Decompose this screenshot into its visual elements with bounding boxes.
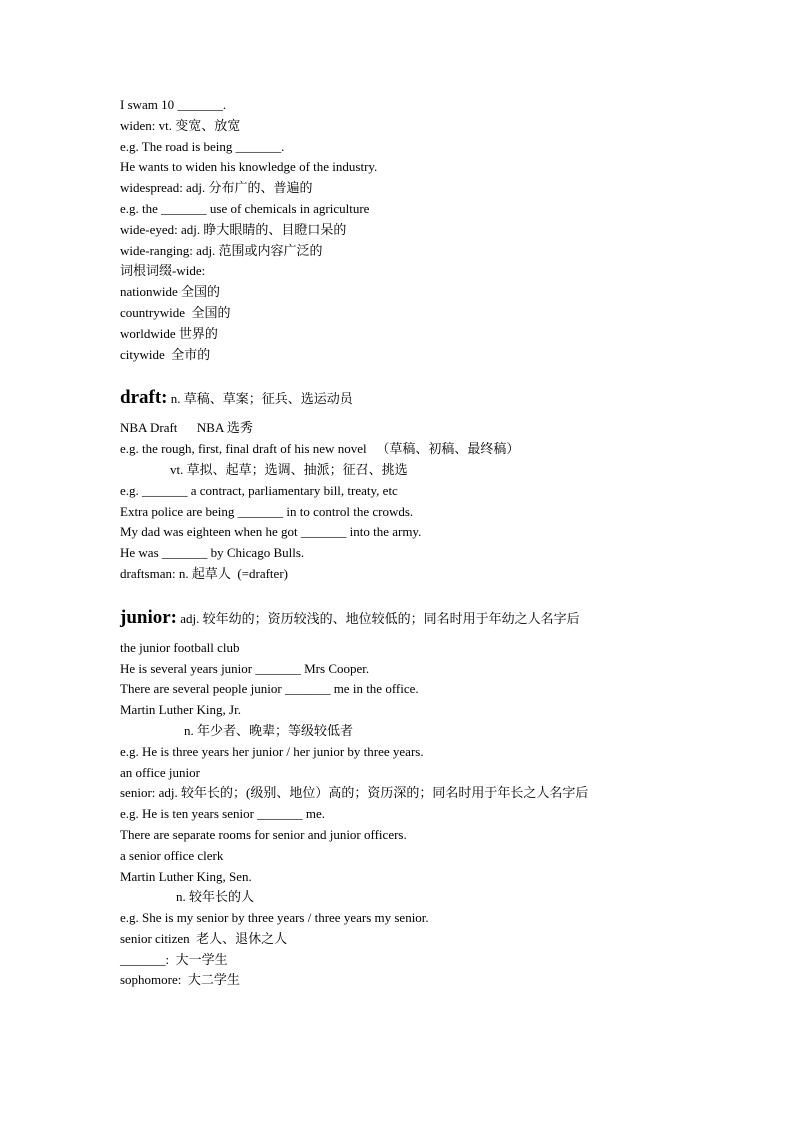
- text-line: n. 年少者、晚辈；等级较低者: [184, 722, 354, 738]
- draft-section: [120, 385, 760, 584]
- text-line: n. 较年长的人: [176, 889, 255, 905]
- text-line: widespread: adj. 分布广的、普遍的: [120, 180, 313, 196]
- text-line: citywide 全市的: [120, 346, 211, 362]
- text-line: nationwide 全国的: [120, 284, 221, 300]
- text-line: sophomore: 大二学生: [120, 972, 240, 988]
- text-line: e.g. the _______ use of chemicals in agriculture: [120, 200, 370, 216]
- text-line: the junior football club: [120, 639, 240, 655]
- text-line: vt. 草拟、起草；选调、抽派；征召、挑选: [170, 461, 408, 477]
- text-line: an office junior: [120, 764, 200, 780]
- text-line: e.g. The road is being _______.: [120, 138, 285, 154]
- wide-section: [120, 95, 760, 365]
- entry-heading: [120, 605, 760, 632]
- text-line: There are several people junior _______ me in the office.: [120, 681, 419, 697]
- text-line: senior: adj. 较年长的；(级别、地位）高的；资历深的；同名时用于年长之人名字后: [120, 785, 589, 801]
- text-line: 词根词缀-wide:: [120, 263, 206, 279]
- text-line: worldwide 世界的: [120, 325, 218, 341]
- text-line: senior citizen 老人、退休之人: [120, 930, 288, 946]
- text-line: wide-eyed: adj. 睁大眼睛的、目瞪口呆的: [120, 221, 347, 237]
- text-line: Martin Luther King, Jr.: [120, 702, 241, 718]
- text-line: e.g. He is ten years senior _______ me.: [120, 806, 326, 822]
- text-line: a senior office clerk: [120, 847, 224, 863]
- headword-definition: adj. 较年幼的；资历较浅的、地位较低的；同名时用于年幼之人名字后: [177, 610, 580, 626]
- text-line: _______: 大一学生: [120, 951, 228, 967]
- text-line: countrywide 全国的: [120, 304, 231, 320]
- text-line: draftsman: n. 起草人 (=drafter): [120, 565, 288, 581]
- headword-junior: junior:: [120, 606, 177, 628]
- text-line: e.g. He is three years her junior / her junior by three years.: [120, 743, 424, 759]
- text-line: wide-ranging: adj. 范围或内容广泛的: [120, 242, 323, 258]
- text-line: widen: vt. 变宽、放宽: [120, 117, 241, 133]
- text-line: NBA Draft NBA 选秀: [120, 420, 253, 436]
- text-line: He was _______ by Chicago Bulls.: [120, 545, 305, 561]
- text-line: Martin Luther King, Sen.: [120, 868, 252, 884]
- headword-draft: draft:: [120, 387, 168, 409]
- text-line: He wants to widen his knowledge of the industry.: [120, 159, 378, 175]
- headword-definition: n. 草稿、草案；征兵、选运动员: [167, 391, 353, 407]
- entry-heading: [120, 385, 760, 412]
- text-line: I swam 10 _______.: [120, 97, 227, 112]
- text-line: e.g. _______ a contract, parliamentary bill, treaty, etc: [120, 482, 398, 498]
- junior-section: [120, 605, 760, 992]
- document-page: [120, 95, 760, 991]
- text-line: My dad was eighteen when he got _______ into the army.: [120, 524, 422, 540]
- text-line: Extra police are being _______ in to control the crowds.: [120, 503, 414, 519]
- text-line: e.g. She is my senior by three years / three years my senior.: [120, 910, 429, 926]
- text-line: He is several years junior _______ Mrs Cooper.: [120, 660, 370, 676]
- text-line: e.g. the rough, first, final draft of his new novel （草稿、初稿、最终稿）: [120, 441, 520, 457]
- text-line: There are separate rooms for senior and junior officers.: [120, 826, 407, 842]
